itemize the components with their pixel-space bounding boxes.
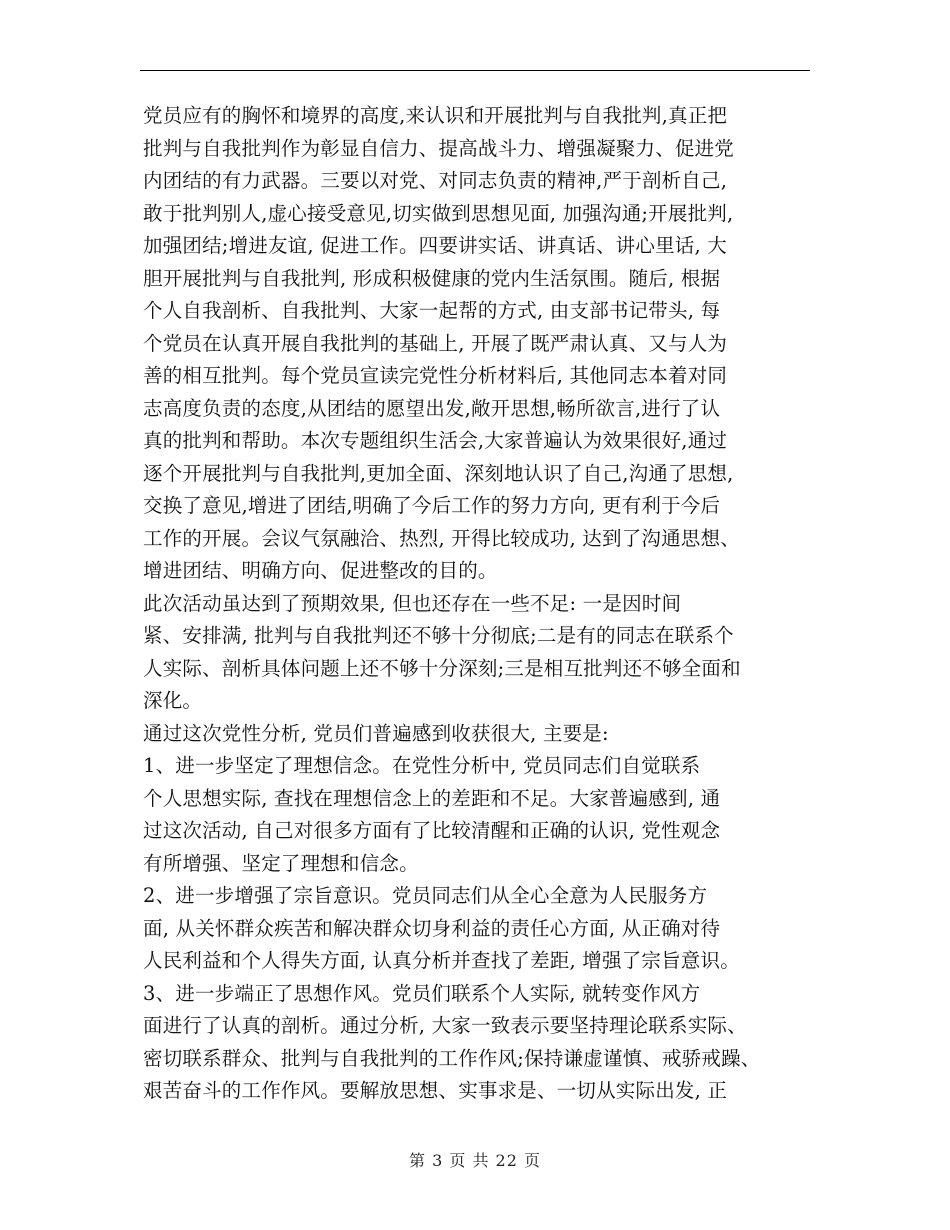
text-line: 人民利益和个人得失方面, 认真分析并查找了差距, 增强了宗旨意识。 <box>143 949 740 972</box>
text-line: 逐个开展批判与自我批判,更加全面、深刻地认识了自己,沟通了思想, <box>143 461 734 485</box>
paragraph-item-2 <box>143 880 813 978</box>
text-line: 交换了意见,增进了团结,明确了今后工作的努力方向, 更有利于今后 <box>143 494 721 517</box>
paragraph-shortcomings <box>143 588 813 718</box>
text-line: 密切联系群众、批判与自我批判的工作作风;保持谦虚谨慎、戒骄戒躁、 <box>143 1046 761 1070</box>
paragraph-criticism-meeting <box>143 100 813 588</box>
text-line: 人实际、剖析具体问题上还不够十分深刻;三是相互批判还不够全面和 <box>143 656 741 680</box>
text-line: 工作的开展。会议气氛融洽、热烈, 开得比较成功, 达到了沟通思想、 <box>143 526 740 550</box>
text-line: 敢于批判别人,虚心接受意见,切实做到思想见面, 加强沟通;开展批判, <box>143 201 734 225</box>
paragraph-gains-intro <box>143 718 813 751</box>
text-line: 志高度负责的态度,从团结的愿望出发,敞开思想,畅所欲言,进行了认 <box>143 396 721 420</box>
page-number-footer: 第 3 页 共 22 页 <box>409 1151 541 1170</box>
paragraph-item-3 <box>143 978 813 1108</box>
text-line: 个党员在认真开展自我批判的基础上, 开展了既严肃认真、又与人为 <box>143 331 728 355</box>
text-line: 个人思想实际, 查找在理想信念上的差距和不足。大家普遍感到, 通 <box>143 786 721 810</box>
text-line: 个人自我剖析、自我批判、大家一起帮的方式, 由支部书记带头, 每 <box>143 299 721 322</box>
text-line: 通过这次党性分析, 党员们普遍感到收获很大, 主要是: <box>143 721 609 745</box>
text-line: 善的相互批判。每个党员宣读完党性分析材料后, 其他同志本着对同 <box>143 364 728 387</box>
text-line: 面进行了认真的剖析。通过分析, 大家一致表示要坚持理论联系实际、 <box>143 1014 747 1037</box>
text-line: 批判与自我批判作为彰显自信力、提高战斗力、增强凝聚力、促进党 <box>143 136 735 160</box>
text-line: 艰苦奋斗的工作作风。要解放思想、实事求是、一切从实际出发, 正 <box>143 1079 728 1102</box>
text-line: 面, 从关怀群众疾苦和解决群众切身利益的责任心方面, 从正确对待 <box>143 916 721 940</box>
text-line: 深化。 <box>143 689 203 712</box>
text-line: 有所增强、坚定了理想和信念。 <box>143 851 419 875</box>
text-line: 加强团结;增进友谊, 促进工作。四要讲实话、讲真话、讲心里话, 大 <box>143 234 727 257</box>
text-line: 真的批判和帮助。本次专题组织生活会,大家普遍认为效果很好,通过 <box>143 429 728 452</box>
header-rule <box>140 70 810 71</box>
text-line: 紧、安排满, 批判与自我批判还不够十分彻底;二是有的同志在联系个 <box>143 624 734 647</box>
text-line: 过这次活动, 自己对很多方面有了比较清醒和正确的认识, 党性观念 <box>143 819 721 842</box>
text-line: 3、进一步端正了思想作风。党员们联系个人实际, 就转变作风方 <box>143 981 701 1005</box>
text-line: 党员应有的胸怀和境界的高度,来认识和开展批判与自我批判,真正把 <box>143 104 728 127</box>
text-line: 2、进一步增强了宗旨意识。党员同志们从全心全意为人民服务方 <box>143 884 708 907</box>
text-line: 内团结的有力武器。三要以对党、对同志负责的精神,严于剖析自己, <box>143 169 728 192</box>
text-line: 胆开展批判与自我批判, 形成积极健康的党内生活氛围。随后, 根据 <box>143 266 721 290</box>
text-line: 此次活动虽达到了预期效果, 但也还存在一些不足: 一是因时间 <box>143 591 682 615</box>
text-line: 增进团结、明确方向、促进整改的目的。 <box>143 559 498 582</box>
document-body <box>143 100 813 1108</box>
text-line: 1、进一步坚定了理想信念。在党性分析中, 党员同志们自觉联系 <box>143 754 701 777</box>
paragraph-item-1 <box>143 750 813 880</box>
